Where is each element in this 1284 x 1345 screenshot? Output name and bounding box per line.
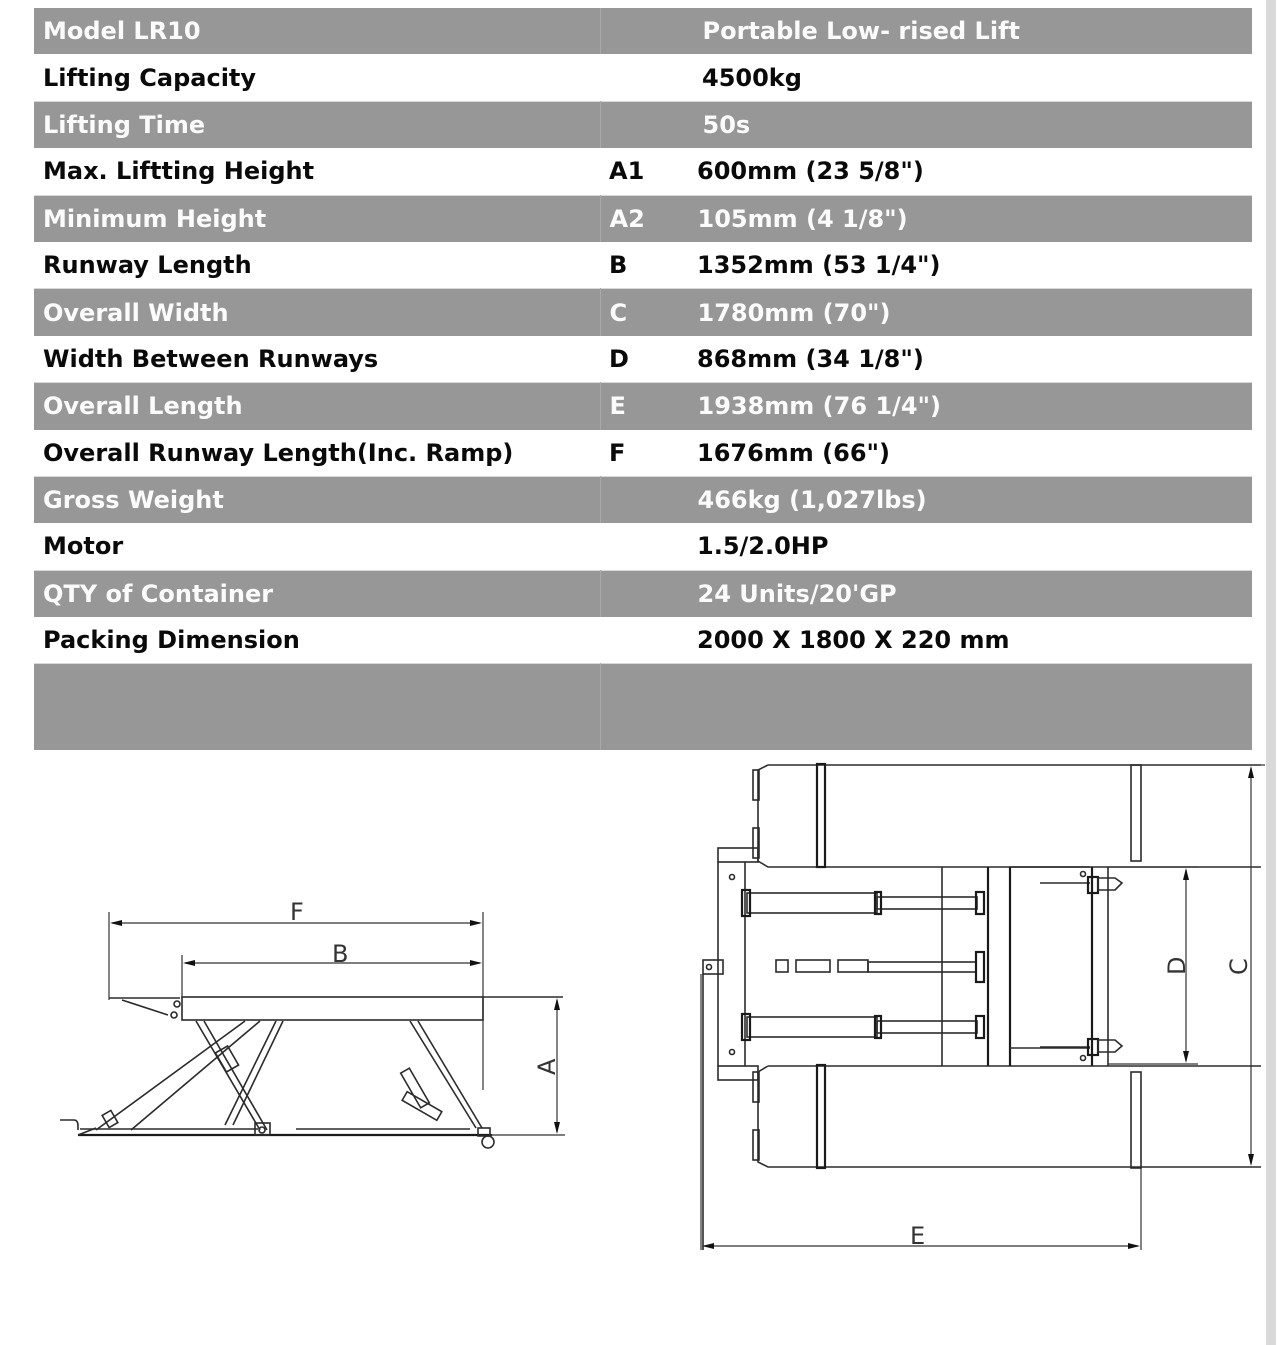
spec-code: C — [609, 298, 628, 327]
spec-label: Packing Dimension — [34, 617, 600, 664]
spec-code: F — [609, 438, 626, 467]
base-frame — [60, 1120, 494, 1148]
spec-code: A1 — [609, 157, 645, 186]
spec-row — [34, 242, 1252, 289]
spec-label: Lifting Capacity — [34, 54, 600, 101]
spec-row — [34, 383, 1252, 430]
spec-value: 1780mm (70") — [697, 298, 891, 327]
spec-value: 105mm (4 1/8") — [697, 204, 908, 233]
spec-row — [34, 430, 1252, 477]
side-view-drawing — [50, 890, 590, 1150]
model-label: Model LR10 — [34, 8, 600, 54]
spec-label: Overall Runway Length(Inc. Ramp) — [34, 430, 600, 477]
dimension-d — [1108, 867, 1198, 1064]
label-e: E — [910, 1222, 926, 1250]
spec-row — [34, 617, 1252, 664]
label-f: F — [290, 898, 304, 926]
spec-label: Max. Liftting Height — [34, 148, 600, 195]
spec-value: 868mm (34 1/8") — [697, 344, 924, 373]
spec-value: 1938mm (76 1/4") — [697, 392, 942, 421]
dimension-e — [701, 974, 1141, 1250]
spec-empty-row — [34, 664, 1252, 751]
spec-row — [34, 523, 1252, 570]
spec-label: Overall Length — [34, 383, 600, 430]
spec-value: 466kg (1,027lbs) — [697, 486, 927, 515]
spec-label: Gross Weight — [34, 476, 600, 523]
spec-value: 4500kg — [702, 63, 802, 92]
spec-value: 1676mm (66") — [697, 438, 891, 467]
model-type: Portable Low- rised Lift — [702, 17, 1020, 46]
locking-pins — [1040, 877, 1122, 1055]
spec-row — [34, 476, 1252, 523]
label-a: A — [533, 1058, 561, 1075]
spec-value: 1.5/2.0HP — [697, 532, 829, 561]
label-d: D — [1163, 956, 1191, 975]
scissor-arms — [96, 1021, 482, 1130]
spec-value: 24 Units/20'GP — [697, 579, 897, 608]
scrollbar[interactable] — [1266, 0, 1276, 1345]
spec-row — [34, 54, 1252, 101]
spec-label: Runway Length — [34, 242, 600, 289]
spec-code: B — [609, 251, 628, 280]
spec-label: Minimum Height — [34, 195, 600, 242]
dimension-c — [1225, 765, 1265, 1166]
upper-runway — [753, 764, 1261, 867]
spec-value: 2000 X 1800 X 220 mm — [697, 626, 1010, 655]
top-view-drawing — [690, 750, 1270, 1260]
dimension-b — [182, 940, 482, 998]
spec-table — [34, 8, 1252, 750]
dimension-f — [109, 898, 483, 1090]
spec-code: D — [609, 344, 629, 373]
spec-row — [34, 570, 1252, 617]
dimension-a — [490, 998, 565, 1135]
hydraulic-cylinders — [742, 890, 984, 1040]
spec-code: E — [609, 392, 626, 421]
label-c: C — [1225, 958, 1253, 975]
spec-label: Lifting Time — [34, 101, 600, 148]
spec-header-row — [34, 8, 1252, 54]
spec-row — [34, 148, 1252, 195]
spec-label: Overall Width — [34, 289, 600, 336]
spec-row — [34, 101, 1252, 148]
spec-label: QTY of Container — [34, 570, 600, 617]
platform — [109, 997, 563, 1020]
spec-value: 50s — [702, 110, 751, 139]
spec-code: A2 — [609, 204, 645, 233]
spec-row — [34, 336, 1252, 383]
spec-row — [34, 195, 1252, 242]
spec-label: Width Between Runways — [34, 336, 600, 383]
spec-value: 1352mm (53 1/4") — [697, 251, 941, 280]
label-b: B — [332, 940, 349, 968]
lower-runway — [753, 1065, 1261, 1168]
spec-label: Motor — [34, 523, 600, 570]
spec-value: 600mm (23 5/8") — [697, 157, 924, 186]
spec-row — [34, 289, 1252, 336]
